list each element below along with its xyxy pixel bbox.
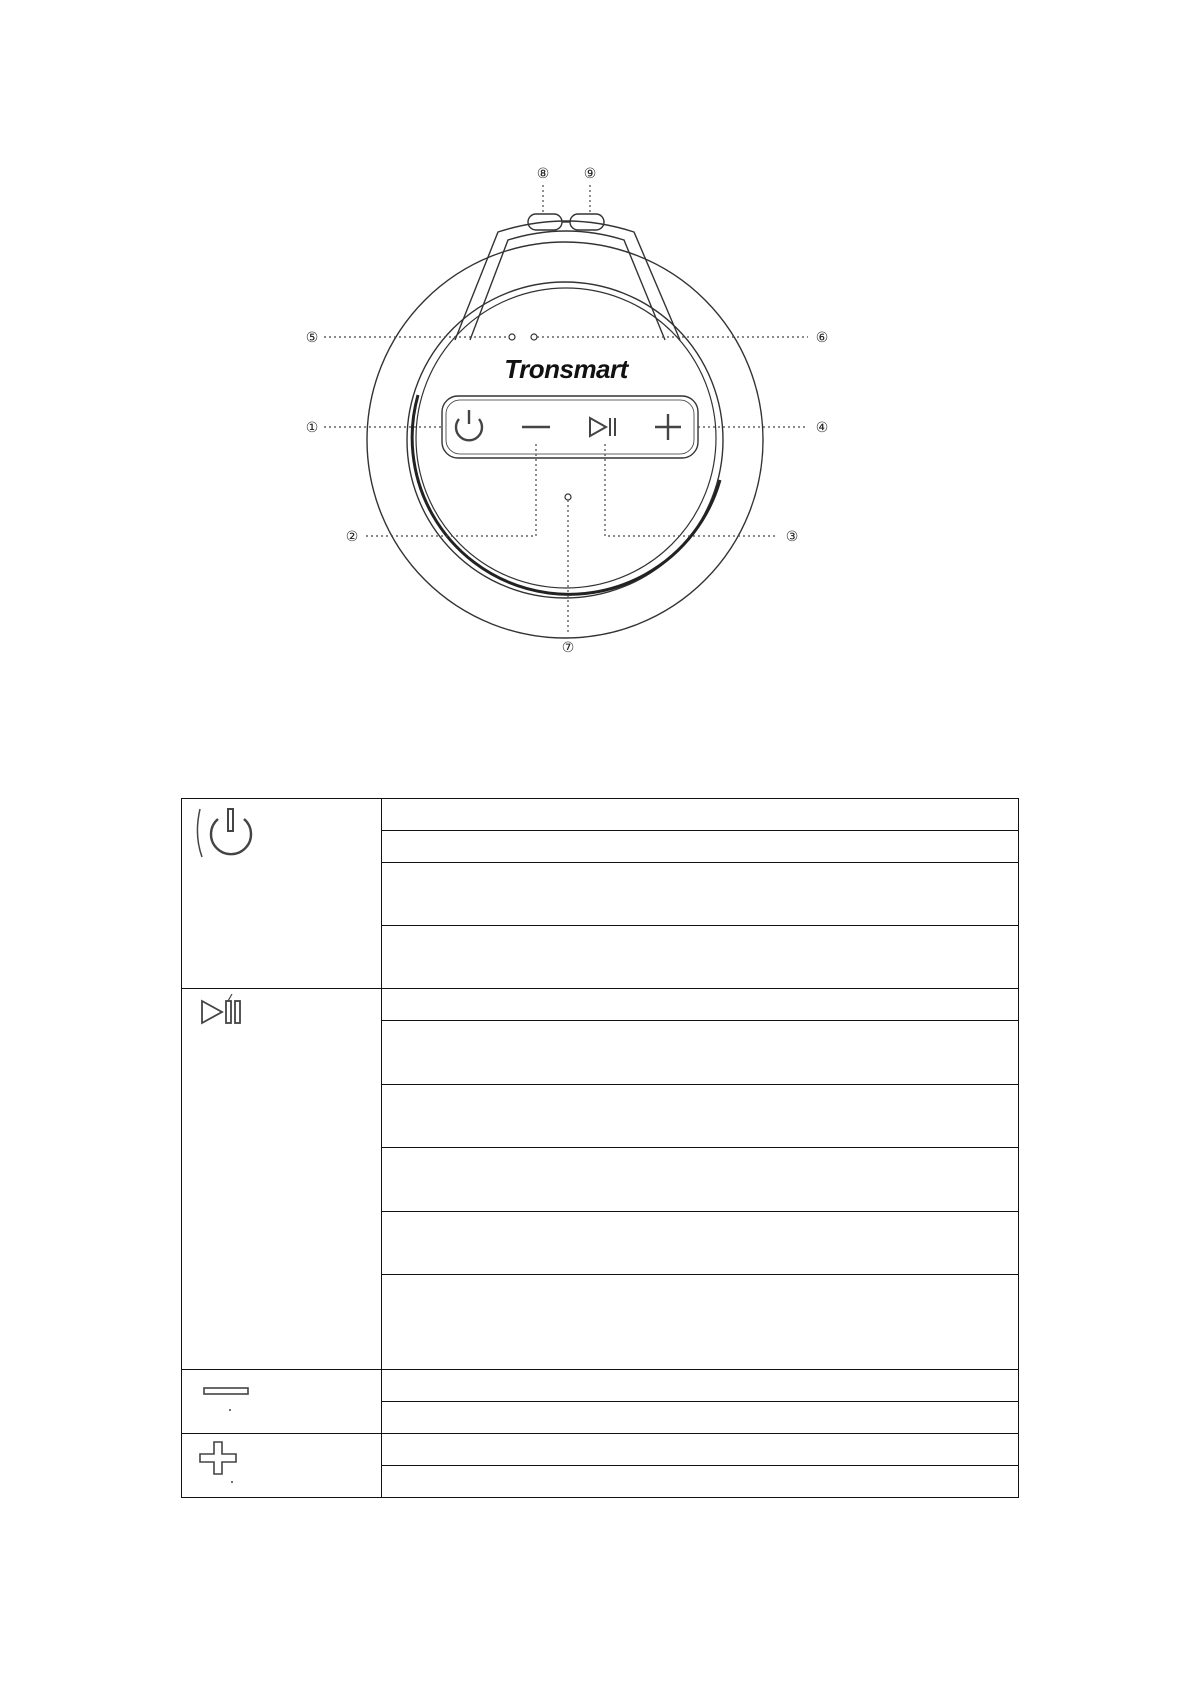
power-icon xyxy=(196,805,260,864)
plus-icon-cell xyxy=(182,1434,382,1498)
power-icon xyxy=(456,410,482,440)
play-pause-row-5 xyxy=(382,1212,1019,1275)
indicator-light-6 xyxy=(531,334,537,340)
plus-row-2 xyxy=(382,1466,1019,1498)
plus-icon xyxy=(196,1438,252,1493)
play-pause-row-4 xyxy=(382,1148,1019,1212)
play-pause-icon-cell xyxy=(182,989,382,1370)
play-pause-row-3 xyxy=(382,1085,1019,1148)
plus-row-1 xyxy=(382,1434,1019,1466)
indicator-light-5 xyxy=(509,334,515,340)
minus-row-2 xyxy=(382,1402,1019,1434)
speaker-outer-ring xyxy=(367,242,763,638)
power-row-4 xyxy=(382,926,1019,989)
play-pause-icon xyxy=(590,418,615,436)
button-function-table xyxy=(181,798,1019,1498)
power-row-1 xyxy=(382,799,1019,831)
minus-icon xyxy=(202,1378,258,1423)
callout-7: ⑦ xyxy=(561,640,575,656)
callout-8: ⑧ xyxy=(536,166,550,182)
power-row-3 xyxy=(382,863,1019,926)
callout-1: ① xyxy=(305,420,319,436)
play-pause-row-2 xyxy=(382,1021,1019,1085)
play-pause-row-1 xyxy=(382,989,1019,1021)
power-row-2 xyxy=(382,831,1019,863)
speaker-diagram xyxy=(0,0,1191,700)
power-icon-cell xyxy=(182,799,382,989)
microphone-7 xyxy=(565,494,571,500)
minus-row-1 xyxy=(382,1370,1019,1402)
play-pause-row-6 xyxy=(382,1275,1019,1370)
play-pause-icon xyxy=(198,993,252,1032)
callout-9: ⑨ xyxy=(583,166,597,182)
minus-icon-cell xyxy=(182,1370,382,1434)
brand-logo: Tronsmart xyxy=(504,354,628,384)
callout-4: ④ xyxy=(815,420,829,436)
callout-6: ⑥ xyxy=(815,330,829,346)
plus-icon xyxy=(655,414,681,440)
callout-3: ③ xyxy=(785,529,799,545)
strap xyxy=(455,221,680,340)
callout-5: ⑤ xyxy=(305,330,319,346)
callout-2: ② xyxy=(345,529,359,545)
